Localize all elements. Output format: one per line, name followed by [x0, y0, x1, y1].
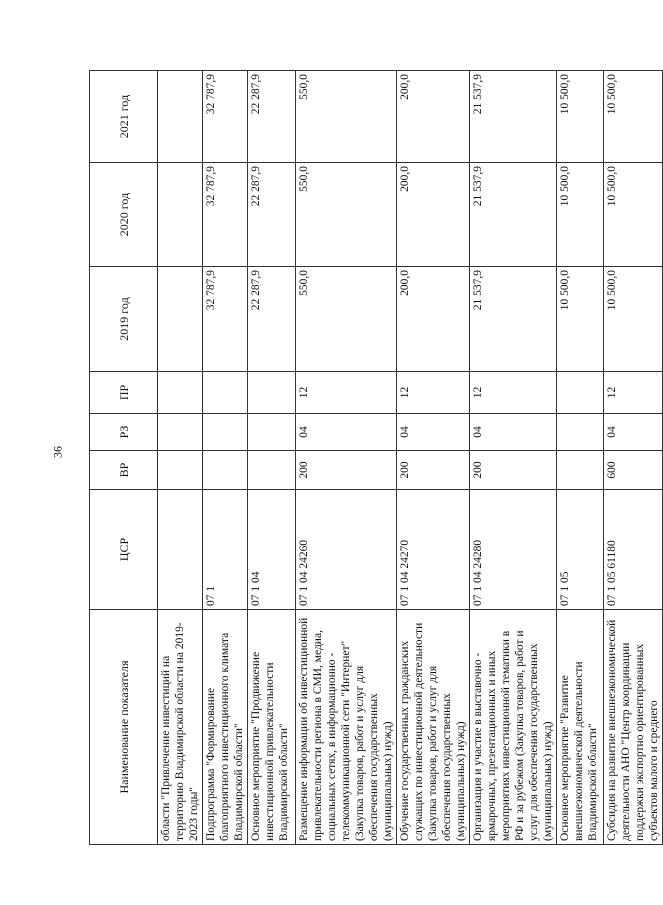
row-rz: 04 [604, 414, 663, 451]
row-name: Подпрограмма "Формирование благоприятного инвестиционного климата Владимирской области" [203, 610, 248, 845]
row-2019: 10 500,0 [604, 267, 663, 372]
row-2019: 550,0 [296, 267, 397, 372]
row-2019: 22 287,9 [248, 267, 296, 372]
row-2019: 21 537,9 [470, 267, 557, 372]
row-name: Организация и участие в выставочно - ярмарочных, презентационных и иных мероприятиях инвестиционной тематики в РФ и за рубежом (Закупка товаров, работ и услуг для обеспечения государственных (муниципальных) нужд) [470, 610, 557, 845]
row-2021: 200,0 [397, 71, 470, 163]
row-pr [557, 372, 604, 414]
row-2020: 22 287,9 [248, 163, 296, 267]
row-rz [557, 414, 604, 451]
row-2020 [158, 163, 203, 267]
row-csr: 07 1 04 24260 [296, 490, 397, 610]
row-vr [557, 451, 604, 490]
row-name: Основное мероприятие "Продвижение инвестиционной привлекательности Владимирской области" [248, 610, 296, 845]
row-2021: 32 787,9 [203, 71, 248, 163]
row-csr: 07 1 04 24280 [470, 490, 557, 610]
row-vr: 200 [296, 451, 397, 490]
header-2020: 2020 год [90, 163, 158, 267]
table-row [296, 71, 397, 845]
row-name: Размещение информации об инвестиционной привлекательности региона в СМИ, медиа, социальных сетях, в информационно - телекоммуникационной сети "Интернет" (Закупка товаров, работ и услуг для обеспечения государственных (муниципальных) нужд) [296, 610, 397, 845]
row-name: Обучение государственных гражданских служащих по инвестиционной деятельности (Закупка товаров, работ и услуг для обеспечения государственных (муниципальных) нужд) [397, 610, 470, 845]
row-vr: 200 [397, 451, 470, 490]
row-name: области "Привлечение инвестиций на территорию Владимирской области на 2019-2023 годы" [158, 610, 203, 845]
row-csr: 07 1 04 [248, 490, 296, 610]
budget-table [89, 70, 663, 845]
row-rz: 04 [470, 414, 557, 451]
header-vr: ВР [90, 451, 158, 490]
table-row [397, 71, 470, 845]
row-2020: 550,0 [296, 163, 397, 267]
header-name: Наименование показателя [90, 610, 158, 845]
row-2019: 200,0 [397, 267, 470, 372]
row-name: Субсидия на развитие внешнеэкономической деятельности АНО "Центр координации поддержки экспортно ориентированных субъектов малого и среднего [604, 610, 663, 845]
header-2021: 2021 год [90, 71, 158, 163]
row-2021: 21 537,9 [470, 71, 557, 163]
row-vr [203, 451, 248, 490]
table-row [470, 71, 557, 845]
row-pr: 12 [604, 372, 663, 414]
row-csr: 07 1 05 61180 [604, 490, 663, 610]
row-rz: 04 [296, 414, 397, 451]
header-2019: 2019 год [90, 267, 158, 372]
row-2020: 21 537,9 [470, 163, 557, 267]
row-rz [158, 414, 203, 451]
row-csr [158, 490, 203, 610]
table-row [203, 71, 248, 845]
header-csr: ЦСР [90, 490, 158, 610]
table-header-row [90, 71, 158, 845]
table-row [604, 71, 663, 845]
row-2021: 10 500,0 [604, 71, 663, 163]
row-2020: 10 500,0 [557, 163, 604, 267]
row-csr: 07 1 04 24270 [397, 490, 470, 610]
row-pr: 12 [397, 372, 470, 414]
row-2021: 10 500,0 [557, 71, 604, 163]
row-2020: 32 787,9 [203, 163, 248, 267]
row-rz [203, 414, 248, 451]
row-rz [248, 414, 296, 451]
row-2019: 32 787,9 [203, 267, 248, 372]
header-pr: ПР [90, 372, 158, 414]
row-2020: 10 500,0 [604, 163, 663, 267]
page-number: 36 [50, 446, 65, 458]
row-2020: 200,0 [397, 163, 470, 267]
row-csr: 07 1 05 [557, 490, 604, 610]
budget-table-rotated [89, 71, 660, 845]
row-2019 [158, 267, 203, 372]
table-row [557, 71, 604, 845]
row-2021: 22 287,9 [248, 71, 296, 163]
row-vr [158, 451, 203, 490]
row-2021: 550,0 [296, 71, 397, 163]
row-vr [248, 451, 296, 490]
row-rz: 04 [397, 414, 470, 451]
row-vr: 200 [470, 451, 557, 490]
row-2021 [158, 71, 203, 163]
row-pr [158, 372, 203, 414]
row-vr: 600 [604, 451, 663, 490]
table-row [158, 71, 203, 845]
row-2019: 10 500,0 [557, 267, 604, 372]
row-csr: 07 1 [203, 490, 248, 610]
row-pr: 12 [296, 372, 397, 414]
row-pr: 12 [470, 372, 557, 414]
row-pr [248, 372, 296, 414]
row-name: Основное мероприятие "Развитие внешнеэкономической деятельности Владимирской области" [557, 610, 604, 845]
table-row [248, 71, 296, 845]
row-pr [203, 372, 248, 414]
header-rz: РЗ [90, 414, 158, 451]
